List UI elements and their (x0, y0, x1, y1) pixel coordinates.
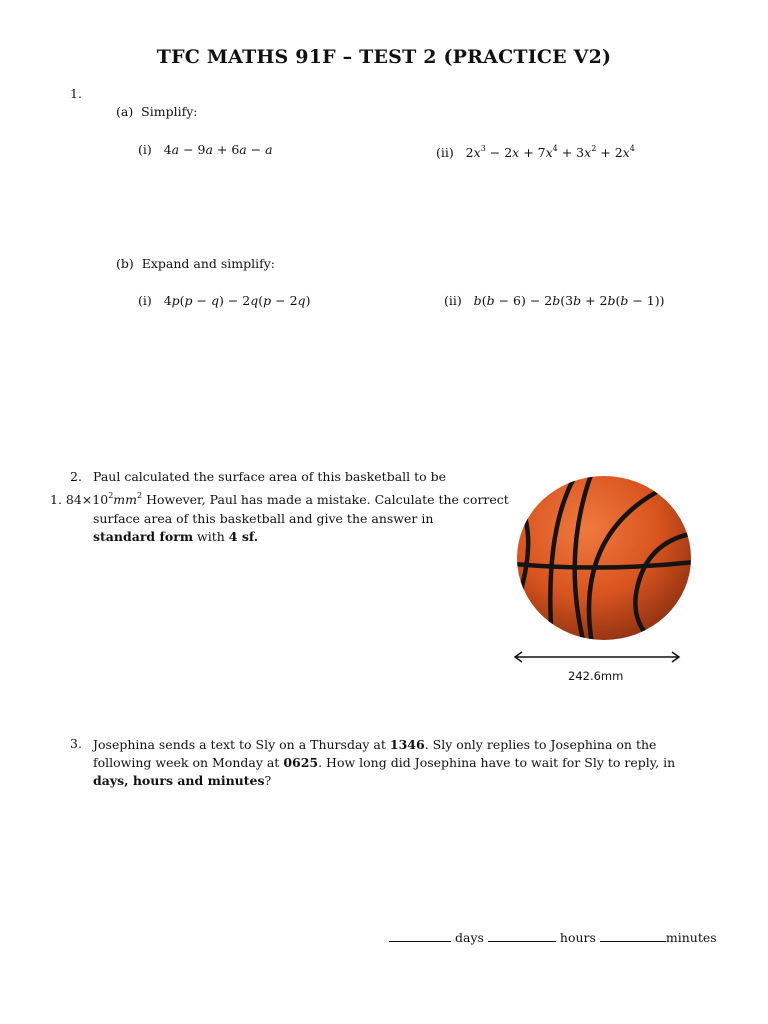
q1b-ii-label: (ii) (444, 293, 462, 308)
q2-unit: mm (113, 492, 137, 507)
q1b-ii-expression: b(b − 6) − 2b(3b + 2b(b − 1)) (473, 293, 665, 308)
page-title: TFC MATHS 91F – TEST 2 (PRACTICE V2) (156, 46, 612, 68)
q1a-instruction: Simplify: (141, 104, 198, 119)
q3-text-b: . Sly only replies to Josephina on the following week on Monday at (93, 737, 657, 770)
q3-text (93, 736, 693, 790)
q2-line-2-rest: However, Paul has made a mistake. Calculate the correct (142, 492, 509, 507)
q3-text-a: Josephina sends a text to Sly on a Thursday at (93, 737, 390, 752)
q3-time-1: 1346 (389, 737, 425, 752)
ball-body (517, 476, 691, 640)
q2-bold-4sf: 4 sf. (228, 529, 259, 544)
q1a-ii-label: (ii) (436, 145, 454, 160)
days-label: days (454, 930, 484, 945)
minutes-label: minutes (665, 930, 717, 945)
q3-time-2: 0625 (283, 755, 319, 770)
q2-line-1: Paul calculated the surface area of this basketball to be (93, 469, 447, 484)
q1b-i-label: (i) (138, 293, 152, 308)
q1a-i-label: (i) (138, 142, 152, 157)
question-3-number: 3. (70, 736, 82, 751)
q1a-ii (436, 145, 635, 160)
q1b-i (138, 293, 310, 308)
q2-with-text: with (193, 529, 229, 544)
q1b-instruction: Expand and simplify: (141, 256, 276, 271)
question-2-number: 2. (70, 469, 82, 484)
q2-claimed-value: 1. 84×10 (50, 492, 109, 507)
q3-answer-line (389, 929, 717, 945)
hours-answer-blank[interactable] (488, 929, 556, 942)
days-answer-blank[interactable] (389, 929, 451, 942)
q1b-ii (444, 293, 665, 308)
q1a-i (138, 142, 273, 157)
q2-bold-standard-form: standard form (93, 529, 194, 544)
q2-unit-exp: 2 (137, 491, 143, 500)
diameter-arrow (512, 650, 682, 664)
q3-question-mark: ? (264, 773, 272, 788)
basketball-image (514, 474, 694, 642)
q1a-i-expression: 4a − 9a + 6a − a (163, 142, 273, 157)
minutes-answer-blank[interactable] (600, 929, 666, 942)
q1a-label: (a) (116, 104, 134, 119)
diameter-label: 242.6mm (568, 669, 624, 683)
q2-line-2 (50, 492, 509, 507)
q1a-heading (116, 104, 197, 119)
q1b-heading (116, 256, 275, 271)
hours-label: hours (559, 930, 596, 945)
q1b-i-expression: 4p(p − q) − 2q(p − 2q) (163, 293, 311, 308)
q2-line-3-text: surface area of this basketball and give the answer in (93, 511, 434, 526)
q2-claimed-exp: 2 (108, 491, 114, 500)
q1a-ii-expression: $2x^3 - 2x + 7x^4 + 3x^2 + 2x^4$ (465, 144, 635, 160)
q1b-label: (b) (116, 256, 134, 271)
q3-text-c: . How long did Josephina have to wait for Sly to reply, in (318, 755, 676, 770)
question-1-number: 1. (70, 86, 82, 101)
q2-line-3 (93, 510, 483, 546)
q3-bold-units: days, hours and minutes (93, 773, 265, 788)
